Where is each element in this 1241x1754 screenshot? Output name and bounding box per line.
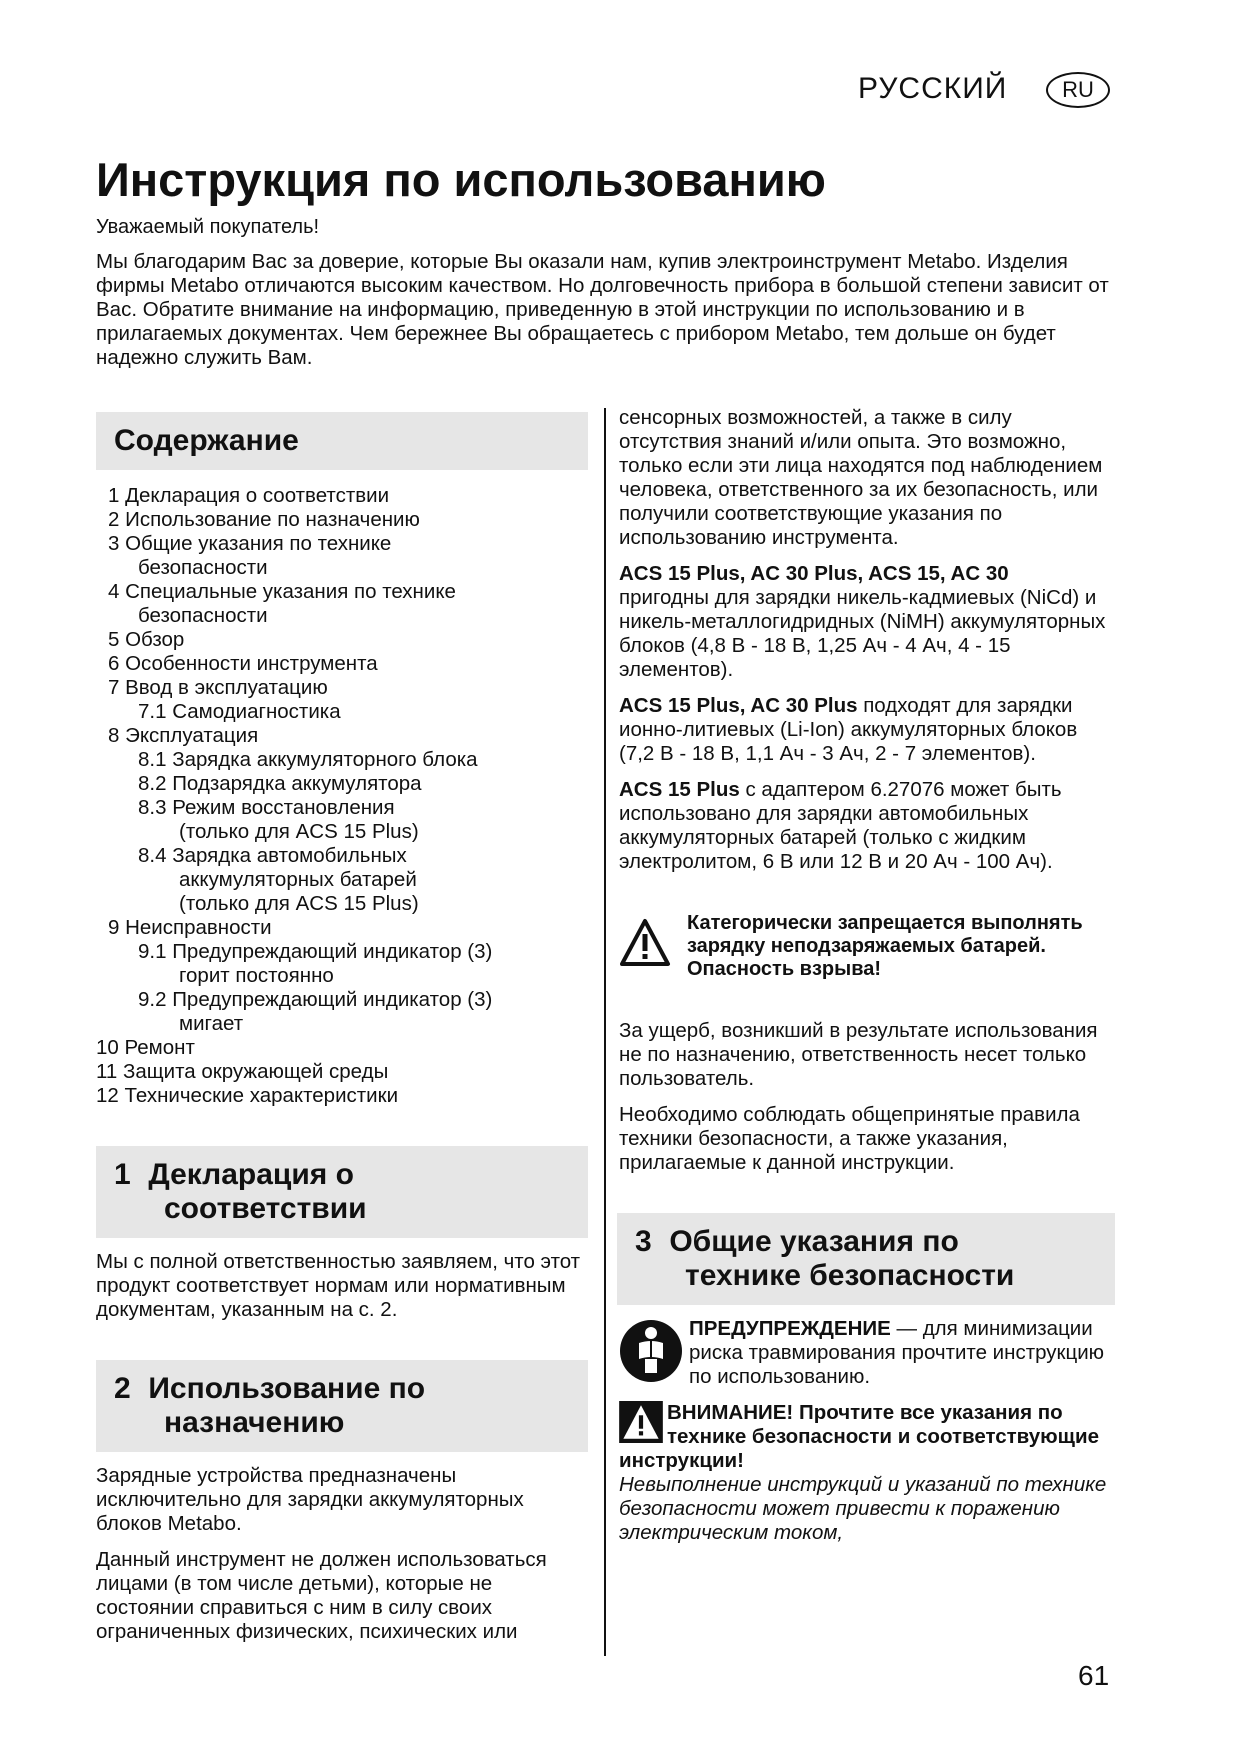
section-title: Декларация о (148, 1158, 354, 1191)
toc-item[interactable]: 9.1 Предупреждающий индикатор (3) (138, 940, 493, 963)
toc-item[interactable]: 8.1 Зарядка аккумуляторного блока (138, 748, 478, 771)
section-title: Использование по (148, 1372, 426, 1405)
section-2-text-1: Зарядные устройства предназначены исключительно для зарядки аккумуляторных блоков Metabo. (96, 1464, 524, 1535)
greeting: Уважаемый покупатель! (96, 216, 320, 238)
toc-item[interactable]: 7.1 Самодиагностика (138, 700, 341, 723)
page-number: 61 (1078, 1660, 1110, 1691)
compatibility-paragraph-2 (619, 694, 1115, 766)
compatibility-paragraph-3 (619, 778, 1115, 874)
section-number: 1 (114, 1158, 131, 1191)
left-column (96, 412, 588, 1644)
section-2-text-2: Данный инструмент не должен использоваться лицами (в том числе детьми), которые не состоянии справиться с ним в силу своих ограниченных физических, психических или (96, 1548, 547, 1643)
toc-item[interactable]: 3 Общие указания по технике (108, 532, 392, 555)
section-3-heading (617, 1213, 1115, 1305)
section-number: 3 (635, 1225, 652, 1258)
right-column (619, 406, 1115, 1545)
toc-item[interactable]: 8.2 Подзарядка аккумулятора (138, 772, 422, 795)
attention-consequence: Невыполнение инструкций и указаний по технике безопасности может привести к поражению электрическим током, (619, 1473, 1107, 1544)
attention-block (619, 1401, 1115, 1545)
toc-item[interactable]: 6 Особенности инструмента (108, 652, 378, 675)
read-manual-icon (619, 1319, 683, 1383)
page-title: Инструкция по использованию (96, 153, 826, 206)
toc-item[interactable]: 10 Ремонт (96, 1036, 195, 1059)
model-list: ACS 15 Plus (619, 778, 740, 801)
toc-item[interactable]: 1 Декларация о соответствии (108, 484, 390, 507)
language-label: РУССКИЙ (858, 72, 1008, 105)
attention-text: ВНИМАНИЕ! Прочтите все указания по технике безопасности и соответствующие инструкции! (619, 1401, 1099, 1472)
toc-item[interactable]: 8 Эксплуатация (108, 724, 259, 747)
toc-heading-text: Содержание (114, 424, 299, 457)
section-1-heading (96, 1146, 588, 1238)
section-title-line2: технике безопасности (685, 1259, 1015, 1292)
section-title: Общие указания по (669, 1225, 959, 1258)
toc-item[interactable]: 9 Неисправности (108, 916, 272, 939)
toc-item[interactable]: 4 Специальные указания по технике (108, 580, 456, 603)
toc-item[interactable]: 8.4 Зарядка автомобильных (138, 844, 407, 867)
compatibility-text: пригодны для зарядки никель-кадмиевых (NiCd) и никель-металлогидридных (NiMH) аккумуляторных блоков (4,8 В - 18 В, 1,25 Ач - 4 Ач, 4 - 15 элементов). (619, 586, 1106, 681)
toc-item[interactable]: безопасности (138, 556, 268, 579)
warning-text: — для минимизации риска травмирования прочтите инструкцию по использованию. (689, 1317, 1105, 1388)
read-manual-warning (619, 1317, 1115, 1389)
warning-triangle-icon (619, 1401, 663, 1443)
toc-heading (96, 412, 588, 470)
table-of-contents (96, 484, 588, 1108)
section-1-text: Мы с полной ответственностью заявляем, что этот продукт соответствует нормам или нормативным документам, указанным на с. 2. (96, 1250, 581, 1321)
liability-paragraph: За ущерб, возникший в результате использования не по назначению, ответственность несет только пользователь. (619, 1019, 1098, 1090)
warning-label: ПРЕДУПРЕЖДЕНИЕ (689, 1317, 891, 1340)
model-list: ACS 15 Plus, AC 30 Plus (619, 694, 858, 717)
intro-paragraph: Мы благодарим Вас за доверие, которые Вы оказали нам, купив электроинструмент Metabo. Изделия фирмы Metabo отличаются высоким качеством. Но долговечность прибора в большой степени зависит от Вас. Обратите внимание на информацию, приведенную в этой инструкции по использованию и в прилагаемых документах. Чем бережнее Вы обращаетесь с прибором Metabo, тем дольше он будет надежно служить Вам. (96, 250, 1109, 369)
toc-item[interactable]: мигает (179, 1012, 244, 1035)
safety-rules-paragraph: Необходимо соблюдать общепринятые правила техники безопасности, а также указания, прилагаемые к данной инструкции. (619, 1103, 1080, 1174)
section-title-line2: соответствии (164, 1192, 367, 1225)
warning-text: Категорически запрещается выполнять зарядку неподзаряжаемых батарей. Опасность взрыва! (687, 912, 1083, 980)
compatibility-text: подходят для зарядки ионно-литиевых (Li-Ion) аккумуляторных блоков (7,2 В - 18 В, 1,1 Ач - 3 Ач, 2 - 7 элементов). (619, 694, 1078, 765)
toc-item[interactable]: 7 Ввод в эксплуатацию (108, 676, 328, 699)
toc-item[interactable]: 11 Защита окружающей среды (96, 1060, 389, 1083)
toc-item[interactable]: аккумуляторных батарей (179, 868, 417, 891)
continued-paragraph: сенсорных возможностей, а также в силу отсутствия знаний и/или опыта. Это возможно, только если эти лица находятся под наблюдением человека, ответственного за их безопасность, или получили соответствующие указания по использованию инструмента. (619, 406, 1103, 549)
toc-item[interactable]: 12 Технические характеристики (96, 1084, 399, 1107)
column-divider (604, 408, 606, 1656)
toc-item[interactable]: (только для ACS 15 Plus) (179, 820, 419, 843)
toc-item[interactable]: безопасности (138, 604, 268, 627)
toc-item[interactable]: 9.2 Предупреждающий индикатор (3) (138, 988, 493, 1011)
compatibility-paragraph-1 (619, 562, 1115, 682)
section-2-heading (96, 1360, 588, 1452)
language-code-badge: RU (1046, 72, 1110, 108)
warning-triangle-icon (619, 918, 671, 968)
toc-item[interactable]: горит постоянно (179, 964, 334, 987)
explosion-warning (619, 912, 1115, 981)
toc-item[interactable]: (только для ACS 15 Plus) (179, 892, 419, 915)
compatibility-text: с адаптером 6.27076 может быть использовано для зарядки автомобильных аккумуляторных батарей (только с жидким электролитом, 6 В или 12 В и 20 Ач - 100 Ач). (619, 778, 1062, 873)
toc-item[interactable]: 2 Использование по назначению (108, 508, 420, 531)
section-title-line2: назначению (164, 1406, 345, 1439)
toc-item[interactable]: 8.3 Режим восстановления (138, 796, 395, 819)
model-list: ACS 15 Plus, AC 30 Plus, ACS 15, AC 30 (619, 562, 1009, 585)
section-number: 2 (114, 1372, 131, 1405)
toc-item[interactable]: 5 Обзор (108, 628, 185, 651)
